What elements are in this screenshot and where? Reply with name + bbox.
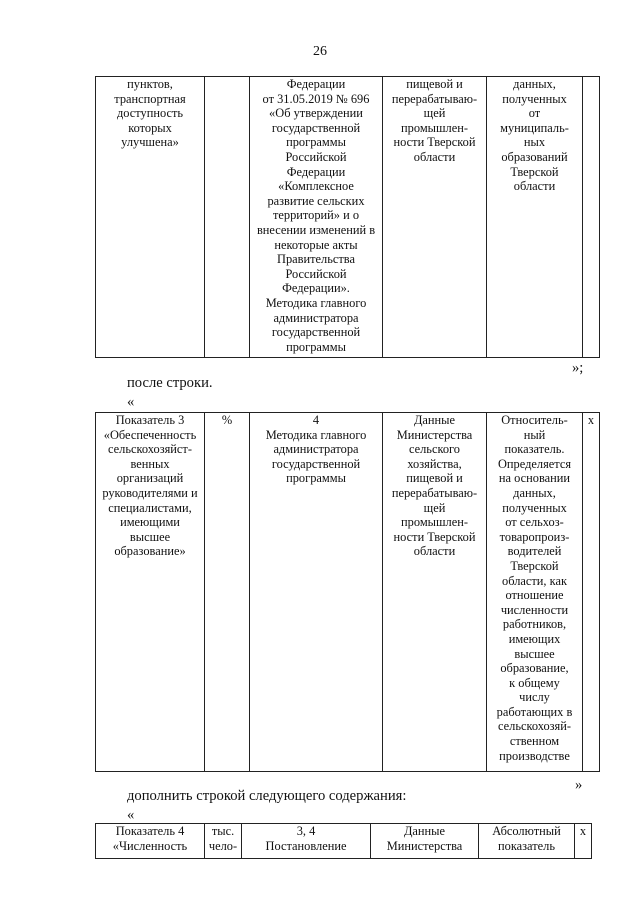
cell-text-line: % <box>221 413 233 427</box>
cell-text-line: области, как <box>502 573 567 588</box>
cell-text-line: образование» <box>114 544 186 559</box>
instruction-supplement: дополнить строкой следующего содержания: <box>127 788 407 804</box>
cell-description <box>487 77 583 358</box>
cell-text-line: х <box>579 824 587 838</box>
cell-text-line: территорий» и о <box>272 208 360 223</box>
cell-text-line: перерабатываю- <box>391 485 478 500</box>
cell-methodology <box>242 824 371 859</box>
cell-text-line: от 31.05.2019 № 696 <box>262 91 370 106</box>
cell-text-line: перерабатываю- <box>391 91 478 106</box>
cell-text-line: имеющими <box>120 515 180 530</box>
cell-text-line: администратора <box>273 310 359 325</box>
cell-text-line: доступность <box>116 106 184 121</box>
cell-text-line: пунктов, <box>127 77 173 91</box>
cell-text-line: Федерации <box>286 164 346 179</box>
cell-text-line: Данные <box>413 413 456 427</box>
cell-text-line: программы <box>286 339 346 354</box>
cell-text-line: водителей <box>507 544 562 559</box>
cell-text-line: Данные <box>403 824 446 838</box>
opening-quote-2: « <box>127 807 135 823</box>
cell-text-line: ности Тверской <box>393 529 476 544</box>
cell-text-line: данных, <box>513 485 556 500</box>
cell-text-line: Федерации». <box>282 281 350 296</box>
cell-text-line: транспортная <box>114 91 186 106</box>
cell-text-line: которых <box>128 120 172 135</box>
cell-text-line: Российской <box>285 266 347 281</box>
cell-text-line: промышлен- <box>401 515 468 530</box>
cell-text-line: венных <box>130 456 170 471</box>
cell-indicator-name <box>96 413 205 772</box>
cell-text-line: сельскохозяйст- <box>108 442 192 457</box>
cell-text-line: на основании <box>498 471 571 486</box>
cell-description <box>479 824 575 859</box>
cell-text-line: организаций <box>116 471 184 486</box>
cell-text-line: «Об утверждении <box>269 106 363 121</box>
cell-text-line: Федерации <box>286 77 346 91</box>
table-row <box>96 824 592 859</box>
cell-text-line: полученных <box>502 500 567 515</box>
cell-source <box>383 413 487 772</box>
cell-methodology <box>250 77 383 358</box>
cell-text-line: сельского <box>408 442 461 457</box>
cell-mark <box>583 413 600 772</box>
cell-text-line: Относитель- <box>501 413 568 427</box>
cell-text-line: хозяйства, <box>407 456 462 471</box>
instruction-after-row: после строки. <box>127 375 213 391</box>
cell-text-line: ный <box>523 427 546 442</box>
cell-text-line: полученных <box>502 91 567 106</box>
cell-mark <box>575 824 592 859</box>
cell-text-line: государственной <box>271 456 361 471</box>
cell-methodology <box>250 413 383 772</box>
cell-text-line: Тверской <box>510 164 559 179</box>
cell-text-line: товаропроиз- <box>499 529 570 544</box>
cell-unit <box>205 413 250 772</box>
cell-text-line: имеющих <box>508 631 561 646</box>
cell-text-line: Правительства <box>277 252 355 267</box>
cell-source <box>371 824 479 859</box>
cell-text-line: щей <box>423 106 446 121</box>
cell-text-line: программы <box>286 135 346 150</box>
cell-text-line: Показатель 4 <box>115 824 185 838</box>
cell-text-line: Российской <box>285 149 347 164</box>
cell-text-line: показатель <box>498 838 555 853</box>
cell-text-line: «Численность <box>112 838 188 853</box>
cell-text-line: руководителями и <box>102 485 198 500</box>
cell-text-line: администратора <box>273 442 359 457</box>
cell-text-line: х <box>587 413 595 427</box>
cell-text-line: тыс. <box>211 824 235 838</box>
cell-text-line: государственной <box>271 325 361 340</box>
cell-text-line: Методика главного <box>265 427 367 442</box>
cell-text-line: внесении изменений в <box>256 222 376 237</box>
cell-text-line: ственном <box>509 734 560 749</box>
cell-text-line: Министерства <box>396 427 473 442</box>
cell-text-line: «Комплексное <box>278 179 354 194</box>
cell-text-line: данных, <box>513 77 556 91</box>
cell-text-line: показатель. <box>504 442 565 457</box>
cell-text-line: к общему <box>509 675 560 690</box>
table-indicator-4 <box>95 823 592 859</box>
cell-text-line: государственной <box>271 120 361 135</box>
cell-text-line: образований <box>501 149 568 164</box>
cell-text-line: ности Тверской <box>393 135 476 150</box>
cell-text-line: улучшена» <box>121 135 179 150</box>
closing-quote: »; <box>572 360 584 376</box>
cell-text-line: Тверской <box>510 558 559 573</box>
cell-text-line: отношение <box>505 588 564 603</box>
cell-text-line: некоторые акты <box>274 237 358 252</box>
cell-text-line: Показатель 3 <box>115 413 185 427</box>
cell-text-line: высшее <box>514 646 555 661</box>
cell-text-line: Постановление <box>265 838 347 853</box>
cell-text-line: сельскохозяй- <box>497 719 572 734</box>
cell-text-line: области <box>413 149 456 164</box>
table-indicator-3 <box>95 412 600 772</box>
closing-quote-2: » <box>575 777 583 793</box>
cell-text-line: пищевой и <box>406 77 463 91</box>
cell-text-line: производстве <box>499 748 570 763</box>
cell-text-line: образование, <box>500 661 569 676</box>
cell-text-line: области <box>513 179 556 194</box>
cell-text-line: численности <box>500 602 569 617</box>
cell-unit <box>205 824 242 859</box>
page-number: 26 <box>313 44 327 59</box>
cell-source <box>383 77 487 358</box>
table-continuation <box>95 76 600 358</box>
cell-description <box>487 413 583 772</box>
cell-text-line: щей <box>423 500 446 515</box>
table-row <box>96 413 600 772</box>
cell-text-line: числу <box>519 690 550 705</box>
cell-text-line: области <box>413 544 456 559</box>
opening-quote: « <box>127 394 135 410</box>
cell-text-line: Определяется <box>497 456 572 471</box>
cell-text-line: от сельхоз- <box>505 515 564 530</box>
cell-text-line: 4 <box>312 413 320 427</box>
cell-text-line: работников, <box>502 617 567 632</box>
cell-text-line: Министерства <box>386 838 463 853</box>
cell-text-line: «Обеспеченность <box>103 427 197 442</box>
cell-indicator-name <box>96 824 205 859</box>
cell-text-line: чело- <box>208 838 238 853</box>
cell-text-line: ных <box>523 135 546 150</box>
cell-text-line: Абсолютный <box>492 824 561 838</box>
cell-text-line: 3, 4 <box>296 824 316 838</box>
cell-mark <box>583 77 600 358</box>
cell-text-line: промышлен- <box>401 120 468 135</box>
cell-text-line: пищевой и <box>406 471 463 486</box>
cell-text-line: развитие сельских <box>267 193 365 208</box>
cell-text-line: муниципаль- <box>500 120 569 135</box>
cell-unit <box>205 77 250 358</box>
cell-text-line: Методика главного <box>265 295 367 310</box>
cell-text-line: работающих в <box>496 704 573 719</box>
cell-text-line: программы <box>286 471 346 486</box>
cell-text-line: высшее <box>129 529 171 544</box>
cell-text-line: от <box>528 106 541 121</box>
cell-text-line: специалистами, <box>108 500 192 515</box>
cell-indicator-name <box>96 77 205 358</box>
table-row <box>96 77 600 358</box>
